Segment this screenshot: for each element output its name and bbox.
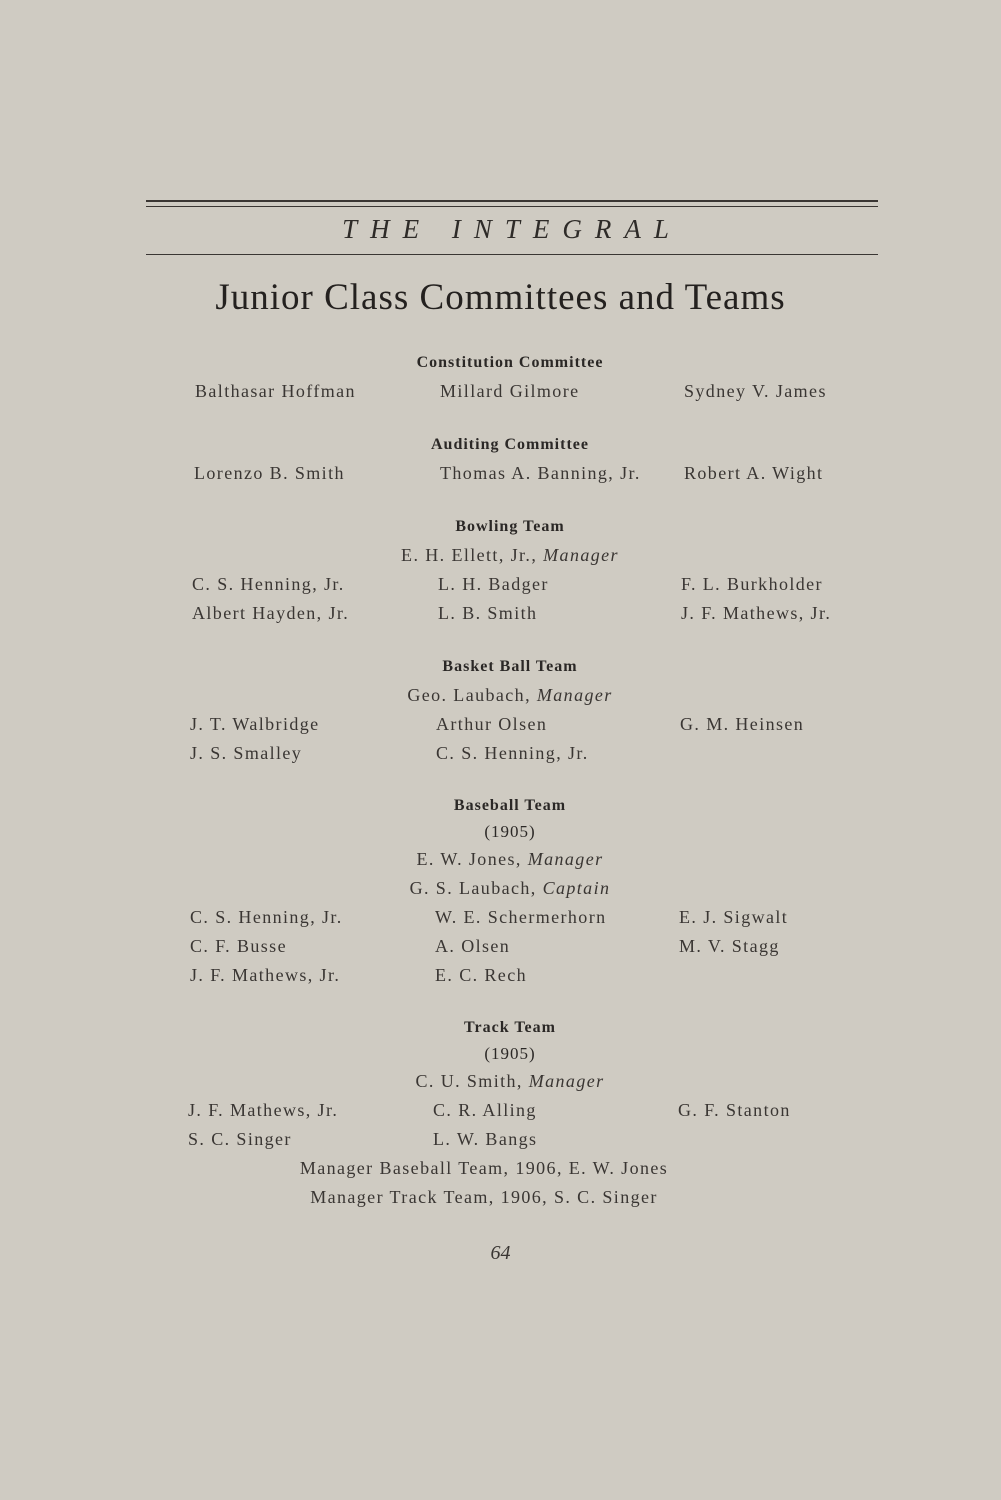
track-team-year: (1905) [484,1044,536,1063]
bowling-manager [200,545,820,566]
track-member-center-2: L. W. Bangs [433,1129,538,1149]
basketball-manager [200,685,820,706]
constitution-member-left: Balthasar Hoffman [195,381,356,401]
auditing-member-right: Robert A. Wight [684,463,824,483]
bowling-member-right-1: F. L. Burkholder [681,574,823,594]
auditing-member-center: Thomas A. Banning, Jr. [440,463,641,483]
baseball-member-center-3: E. C. Rech [435,965,527,985]
bowling-manager-role: Manager [543,545,619,565]
bowling-member-center-2: L. B. Smith [438,603,538,623]
track-member-left-2: S. C. Singer [188,1129,292,1149]
track-member-center-1: C. R. Alling [433,1100,537,1120]
basketball-team-title: Basket Ball Team [442,658,578,675]
bowling-member-right-2: J. F. Mathews, Jr. [681,603,832,623]
track-member-left-1: J. F. Mathews, Jr. [188,1100,339,1120]
constitution-member-center: Millard Gilmore [440,381,580,401]
bowling-member-center-1: L. H. Badger [438,574,549,594]
running-header: THE INTEGRAL [342,214,682,244]
header-rule-bottom [146,254,878,255]
baseball-captain-name: G. S. Laubach, [409,878,537,898]
constitution-member-right: Sydney V. James [684,381,827,401]
basketball-member-right-1: G. M. Heinsen [680,714,805,734]
bowling-team-title: Bowling Team [455,518,565,535]
baseball-member-left-2: C. F. Busse [190,936,287,956]
footer-line-baseball-manager: Manager Baseball Team, 1906, E. W. Jones [299,1158,669,1178]
auditing-committee-title: Auditing Committee [431,436,589,453]
page-number: 64 [490,1242,511,1264]
baseball-manager-name: E. W. Jones, [416,849,522,869]
baseball-member-center-2: A. Olsen [435,936,511,956]
basketball-member-center-2: C. S. Henning, Jr. [436,743,589,763]
track-manager-role: Manager [528,1071,605,1091]
baseball-manager [200,849,820,870]
footer-line-track-manager: Manager Track Team, 1906, S. C. Singer [310,1187,658,1207]
auditing-member-left: Lorenzo B. Smith [194,463,345,483]
track-manager [200,1071,820,1092]
header-rule-top-thick [146,200,878,202]
page-title: Junior Class Committees and Teams [215,277,786,318]
baseball-manager-role: Manager [527,849,604,869]
baseball-member-left-1: C. S. Henning, Jr. [190,907,343,927]
bowling-member-left-1: C. S. Henning, Jr. [192,574,345,594]
baseball-member-left-3: J. F. Mathews, Jr. [190,965,341,985]
baseball-team-title: Baseball Team [453,797,567,814]
baseball-team-year: (1905) [484,822,536,841]
baseball-member-right-2: M. V. Stagg [679,936,780,956]
basketball-manager-name: Geo. Laubach, [407,685,531,705]
constitution-committee-title: Constitution Committee [416,354,604,371]
basketball-member-left-2: J. S. Smalley [190,743,303,763]
baseball-member-center-1: W. E. Schermerhorn [435,907,607,927]
track-manager-name: C. U. Smith, [415,1071,523,1091]
bowling-member-left-2: Albert Hayden, Jr. [192,603,350,623]
basketball-manager-role: Manager [536,685,613,705]
baseball-captain [200,878,820,899]
baseball-member-right-1: E. J. Sigwalt [679,907,789,927]
header-rule-top-thin [146,206,878,207]
basketball-member-left-1: J. T. Walbridge [190,714,320,734]
basketball-member-center-1: Arthur Olsen [436,714,548,734]
track-member-right-1: G. F. Stanton [678,1100,791,1120]
bowling-manager-name: E. H. Ellett, Jr., [401,545,538,565]
track-team-title: Track Team [464,1019,556,1036]
baseball-captain-role: Captain [542,878,611,898]
